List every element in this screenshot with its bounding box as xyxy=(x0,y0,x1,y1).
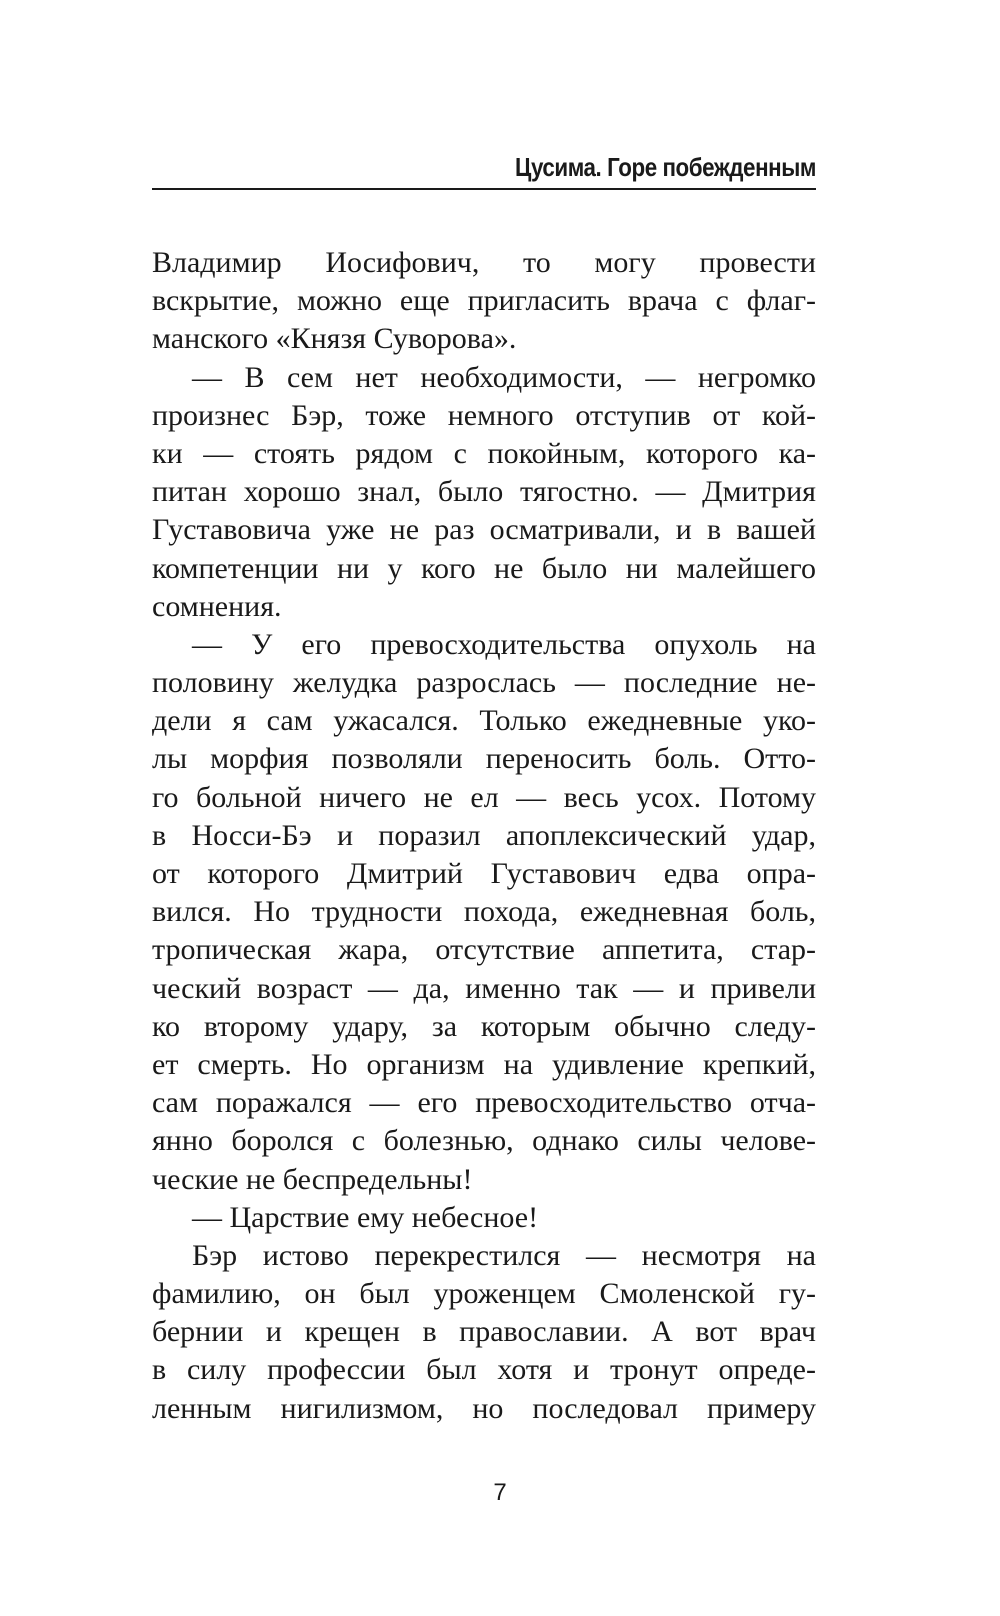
text-line: вскрытие, можно еще пригласить врача с флаг- xyxy=(152,284,816,318)
text-line: тропическая жара, отсутствие аппетита, стар- xyxy=(152,933,816,967)
text-line: ческие не беспредельны! xyxy=(152,1162,473,1196)
text-line: бернии и крещен в православии. А вот врач xyxy=(152,1315,816,1349)
text-line: произнес Бэр, тоже немного отступив от кой- xyxy=(152,398,816,432)
text-line: ки — стоять рядом с покойным, которого ка- xyxy=(152,436,816,470)
text-line: Владимир Иосифович, то могу провести xyxy=(152,246,816,279)
text-line: Бэр истово перекрестился — несмотря на xyxy=(192,1238,816,1272)
text-line: сам поражался — его превосходительство отча- xyxy=(152,1086,816,1120)
body-text xyxy=(152,244,816,1428)
running-head-title: Цусима. Горе побежденным xyxy=(515,152,816,182)
text-line: сомнения. xyxy=(152,589,282,623)
text-line: в силу профессии был хотя и тронут опреде- xyxy=(152,1353,816,1387)
text-line: дели я сам ужасался. Только ежедневные уко- xyxy=(152,704,816,738)
text-line: компетенции ни у кого не было ни малейшего xyxy=(152,551,816,585)
text-line: в Носси-Бэ и поразил апоплексический удар, xyxy=(152,818,816,852)
text-line: — Царствие ему небесное! xyxy=(192,1200,539,1234)
text-line: половину желудка разрослась — последние не- xyxy=(152,666,816,700)
text-line: ко второму удару, за которым обычно следу- xyxy=(152,1009,816,1043)
text-line: ческий возраст — да, именно так — и привели xyxy=(152,971,816,1005)
text-line: Густавовича уже не раз осматривали, и в вашей xyxy=(152,513,816,547)
text-line: ленным нигилизмом, но последовал примеру xyxy=(152,1391,816,1425)
header-rule xyxy=(152,188,816,190)
text-line: фамилию, он был уроженцем Смоленской гу- xyxy=(152,1277,816,1311)
text-line: вился. Но трудности похода, ежедневная боль, xyxy=(152,895,816,929)
page-number: 7 xyxy=(493,1479,507,1506)
text-line: ет смерть. Но организм на удивление крепкий, xyxy=(152,1047,816,1081)
text-line: го больной ничего не ел — весь усох. Потому xyxy=(152,780,816,814)
text-line: питан хорошо знал, было тягостно. — Дмитрия xyxy=(152,475,816,509)
text-line: от которого Дмитрий Густавович едва опра- xyxy=(152,857,816,890)
text-line: лы морфия позволяли переносить боль. Отто- xyxy=(152,742,816,776)
text-line: — В сем нет необходимости, — негромко xyxy=(192,360,816,394)
text-line: манского «Князя Суворова». xyxy=(152,322,517,356)
text-line: — У его превосходительства опухоль на xyxy=(192,627,816,661)
text-line: янно боролся с болезнью, однако силы челове- xyxy=(152,1124,816,1158)
